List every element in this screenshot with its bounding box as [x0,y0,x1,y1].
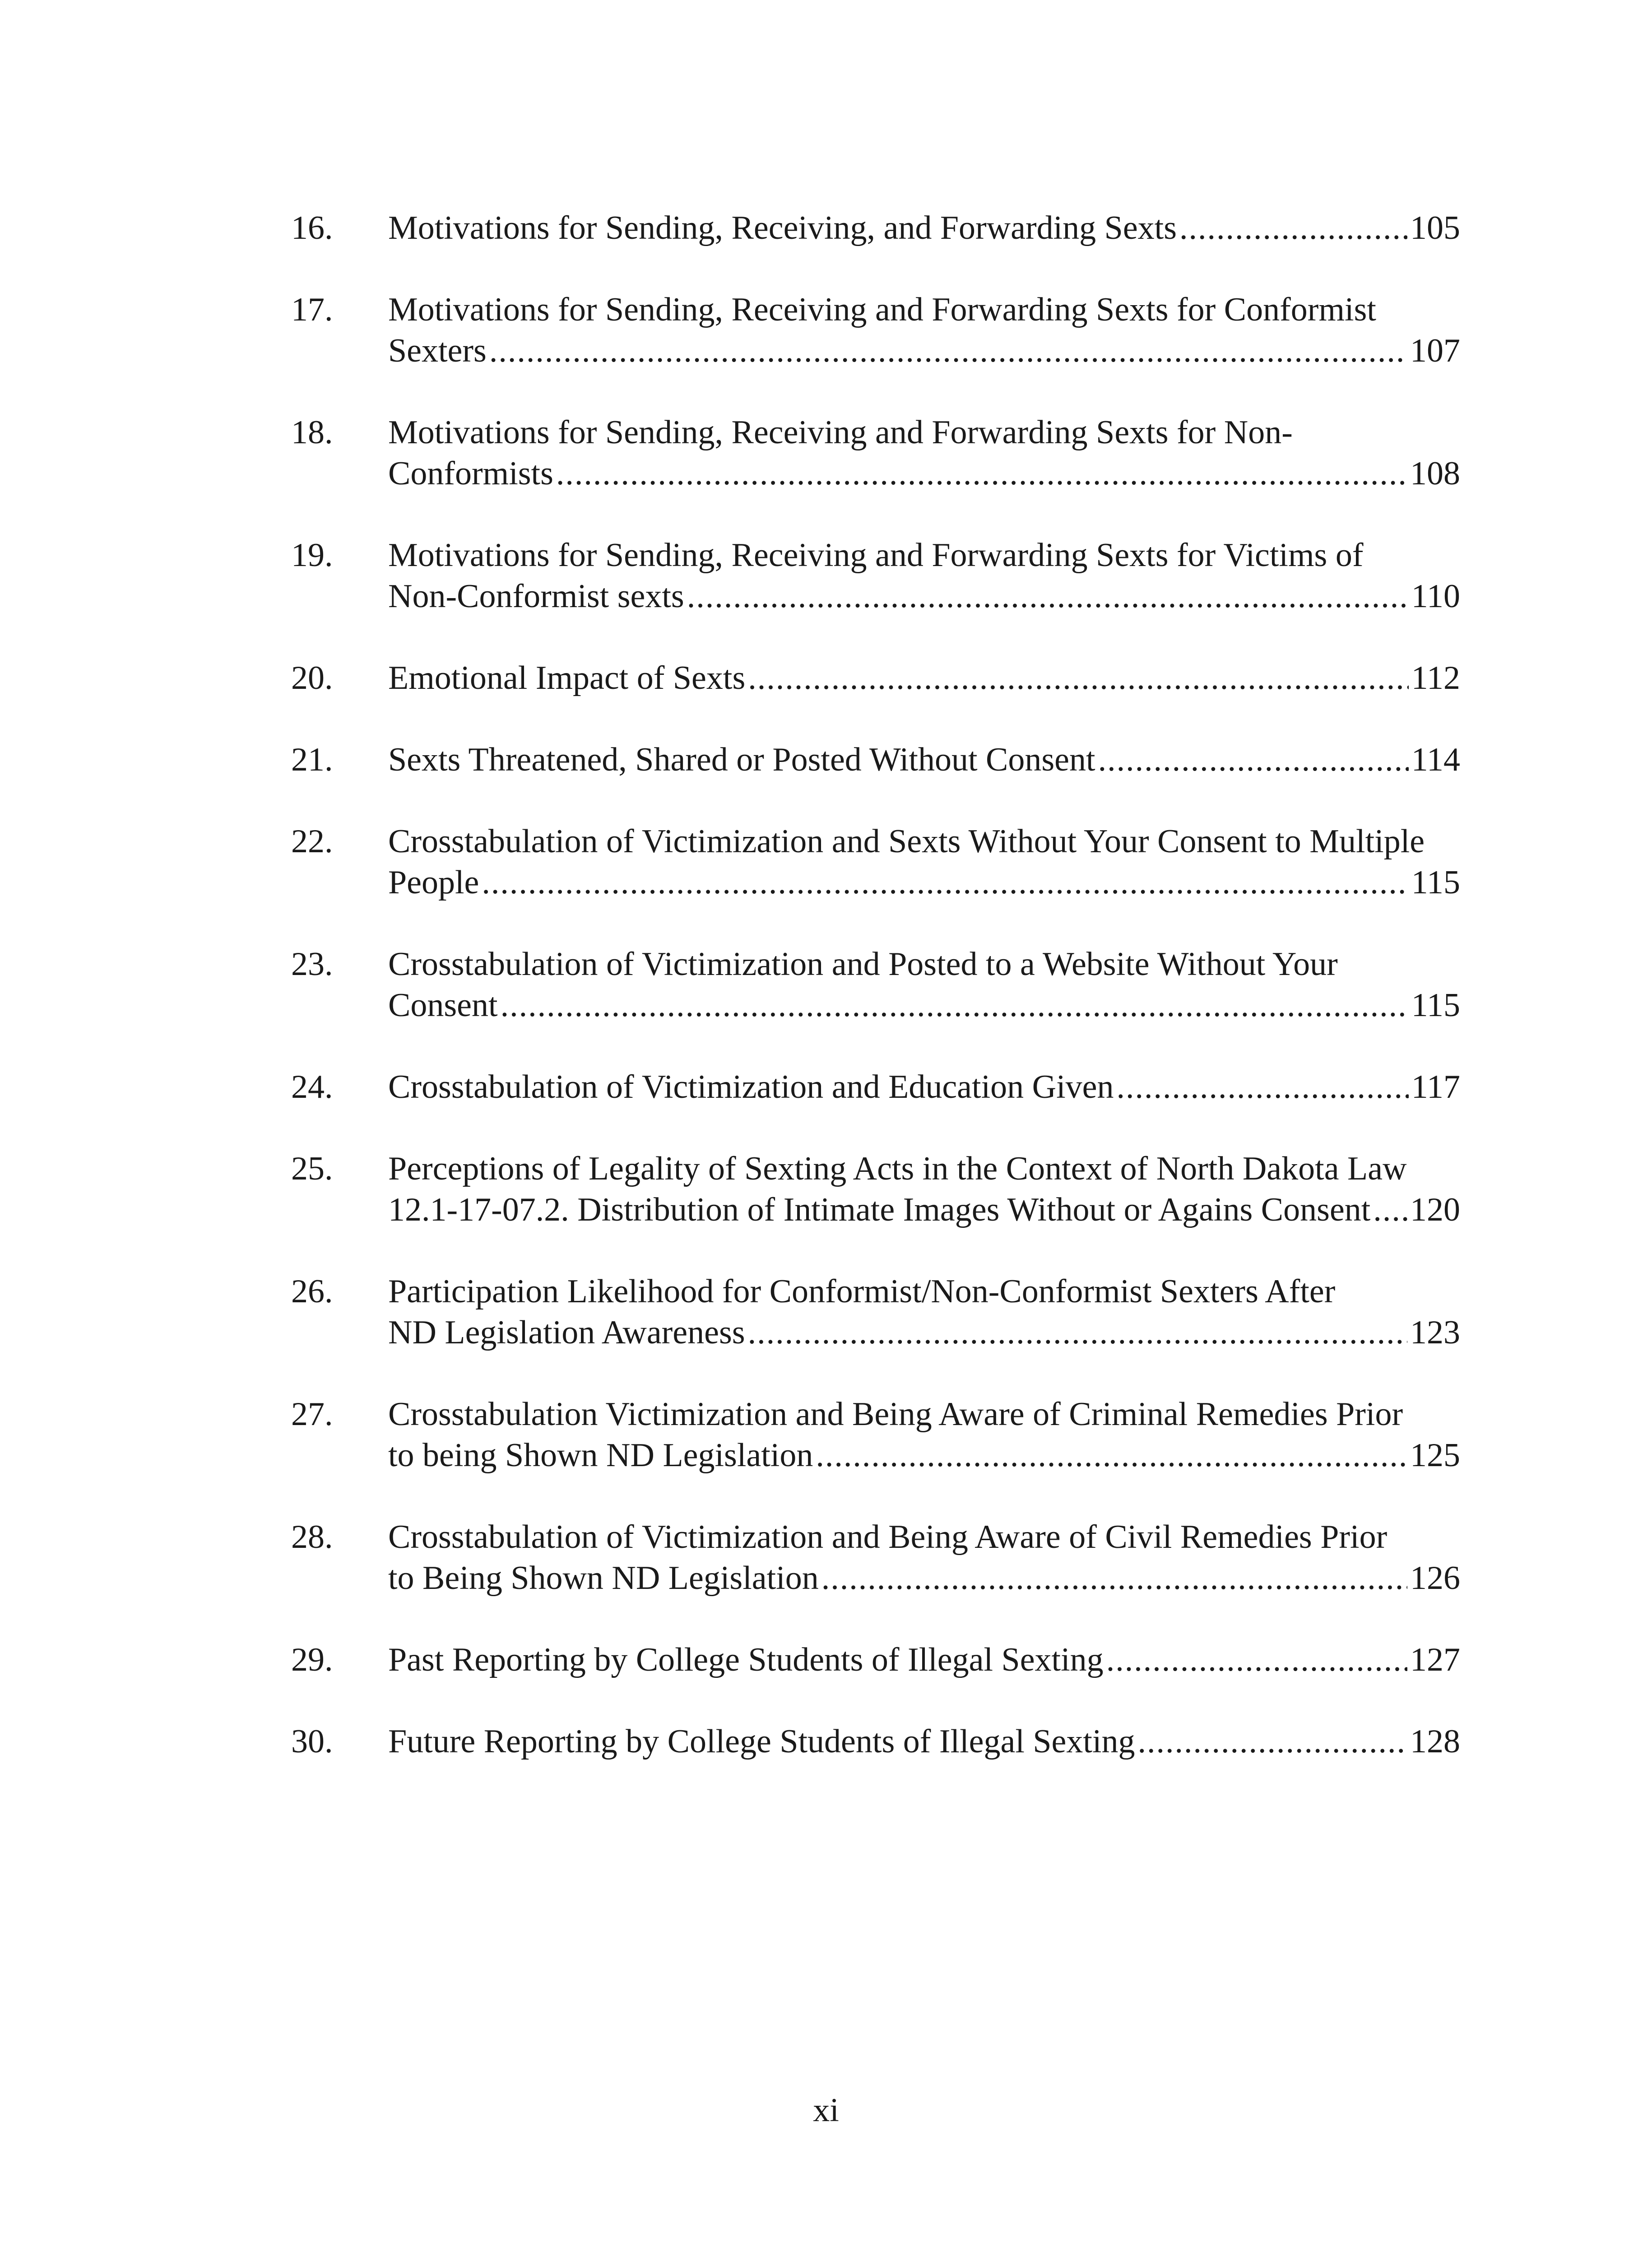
toc-entry-title-line1: Crosstabulation of Victimization and Being Aware of Civil Remedies Prior [388,1519,1387,1556]
toc-entry-number: 27. [291,1396,333,1433]
toc-entry-final-line [388,658,1460,699]
toc-entry-title-line2: Non-Conformist sexts [388,578,684,615]
toc-entry-final-line [388,1067,1460,1108]
toc-dot-leader [501,985,1409,1026]
toc-entry [291,1148,1460,1231]
toc-entry-final-line [388,453,1460,494]
toc-entry-title: Emotional Impact of Sexts [388,659,746,697]
toc-entry-page: 112 [1411,659,1460,697]
toc-entry-body [388,1067,1460,1108]
toc-entry-title: Sexts Threatened, Shared or Posted Without Consent [388,741,1095,778]
toc-entry-final-line [388,862,1460,903]
toc-entry-title-line2: Consent [388,987,498,1024]
toc-entry [291,535,1460,617]
toc-entry-final-line [388,1189,1460,1231]
toc-entry-title-line2: Sexters [388,332,487,369]
toc-entry-page: 107 [1410,332,1460,369]
toc-entry-final-line [388,1435,1460,1476]
toc-entry [291,289,1460,372]
toc-dot-leader [748,1312,1407,1353]
toc-entry [291,1271,1460,1353]
toc-entry-final-line [388,330,1460,372]
toc-entry-final-line [388,739,1460,780]
toc-entry-page: 120 [1410,1191,1460,1228]
toc-entry-title-line1: Motivations for Sending, Receiving and Forwarding Sexts for Conformist [388,291,1376,328]
toc-dot-leader [1098,739,1409,780]
toc-entry-number: 25. [291,1150,333,1187]
toc-dot-leader [556,453,1407,494]
toc-dot-leader [816,1435,1407,1476]
toc-entry-final-line [388,1558,1460,1599]
toc-entry-body [388,412,1460,494]
toc-entry [291,739,1460,780]
toc-entry-body [388,1148,1460,1231]
toc-entry-body [388,535,1460,617]
toc-entry-final-line [388,576,1460,617]
toc-dot-leader [1116,1067,1408,1108]
toc-entry [291,944,1460,1026]
toc-entry-page: 128 [1410,1723,1460,1760]
toc-entry-page: 125 [1410,1437,1460,1474]
toc-entry-title-line1: Perceptions of Legality of Sexting Acts in the Context of North Dakota Law [388,1150,1407,1187]
toc-entry-page: 127 [1410,1641,1460,1678]
toc-entry-number: 19. [291,537,333,574]
toc-dot-leader [821,1558,1407,1599]
toc-entry-title: Future Reporting by College Students of Illegal Sexting [388,1723,1135,1760]
list-of-tables [291,208,1460,1803]
toc-entry-page: 115 [1411,987,1460,1024]
toc-dot-leader [687,576,1409,617]
toc-entry-title-line1: Crosstabulation of Victimization and Sexts Without Your Consent to Multiple [388,823,1425,860]
toc-entry-title-line1: Motivations for Sending, Receiving and Forwarding Sexts for Non- [388,414,1293,451]
toc-dot-leader [1138,1721,1407,1762]
toc-entry-final-line [388,208,1460,249]
toc-entry-title-line2: Conformists [388,455,553,492]
toc-entry-number: 18. [291,414,333,451]
toc-entry-final-line [388,1312,1460,1353]
toc-entry-number: 20. [291,659,333,697]
toc-entry-number: 17. [291,291,333,328]
toc-entry [291,1517,1460,1599]
toc-entry [291,1639,1460,1681]
toc-entry-number: 22. [291,823,333,860]
toc-entry-title-line1: Participation Likelihood for Conformist/Non-Conformist Sexters After [388,1273,1336,1310]
toc-entry [291,658,1460,699]
toc-entry-final-line [388,1721,1460,1762]
toc-entry [291,1721,1460,1762]
toc-entry-page: 126 [1410,1560,1460,1597]
toc-dot-leader [1106,1639,1407,1681]
toc-dot-leader [489,330,1407,372]
toc-entry-page: 108 [1410,455,1460,492]
toc-entry-page: 115 [1411,864,1460,901]
toc-entry-final-line [388,985,1460,1026]
toc-entry-title: Past Reporting by College Students of Illegal Sexting [388,1641,1104,1678]
toc-entry-page: 105 [1410,209,1460,246]
toc-entry-body [388,1517,1460,1599]
page-number: xi [813,2092,839,2129]
toc-entry-number: 29. [291,1641,333,1678]
toc-entry [291,412,1460,494]
toc-entry-page: 110 [1411,578,1460,615]
toc-entry-body [388,1639,1460,1681]
toc-entry [291,1067,1460,1108]
toc-dot-leader [1373,1189,1407,1231]
toc-entry-title-line2: People [388,864,479,901]
toc-entry [291,1394,1460,1476]
toc-entry-number: 30. [291,1723,333,1760]
toc-entry-page: 114 [1411,741,1460,778]
toc-dot-leader [1179,208,1407,249]
toc-entry-number: 26. [291,1273,333,1310]
toc-entry-title-line2: 12.1-17-07.2. Distribution of Intimate Images Without or Agains Consent [388,1191,1371,1228]
toc-entry-number: 24. [291,1068,333,1105]
toc-entry-number: 21. [291,741,333,778]
toc-entry-body [388,944,1460,1026]
toc-entry-title-line1: Crosstabulation of Victimization and Posted to a Website Without Your [388,946,1338,983]
toc-entry-title: Motivations for Sending, Receiving, and Forwarding Sexts [388,209,1177,246]
toc-entry-page: 117 [1411,1068,1460,1105]
toc-entry-number: 23. [291,946,333,983]
toc-entry-title-line1: Crosstabulation Victimization and Being Aware of Criminal Remedies Prior [388,1396,1403,1433]
toc-entry-body [388,1394,1460,1476]
toc-entry-title-line2: to Being Shown ND Legislation [388,1560,819,1597]
toc-dot-leader [482,862,1408,903]
toc-entry-number: 16. [291,209,333,246]
toc-entry-body [388,1271,1460,1353]
toc-entry-title: Crosstabulation of Victimization and Education Given [388,1068,1114,1105]
toc-entry-title-line1: Motivations for Sending, Receiving and Forwarding Sexts for Victims of [388,537,1364,574]
toc-entry-body [388,739,1460,780]
toc-entry [291,821,1460,903]
toc-entry-final-line [388,1639,1460,1681]
toc-entry-body [388,208,1460,249]
toc-entry-number: 28. [291,1519,333,1556]
toc-entry-body [388,658,1460,699]
toc-entry-body [388,1721,1460,1762]
toc-entry-title-line2: ND Legislation Awareness [388,1314,745,1351]
toc-entry-body [388,289,1460,372]
toc-entry-page: 123 [1410,1314,1460,1351]
toc-dot-leader [748,658,1408,699]
toc-entry [291,208,1460,249]
toc-entry-title-line2: to being Shown ND Legislation [388,1437,813,1474]
toc-entry-body [388,821,1460,903]
